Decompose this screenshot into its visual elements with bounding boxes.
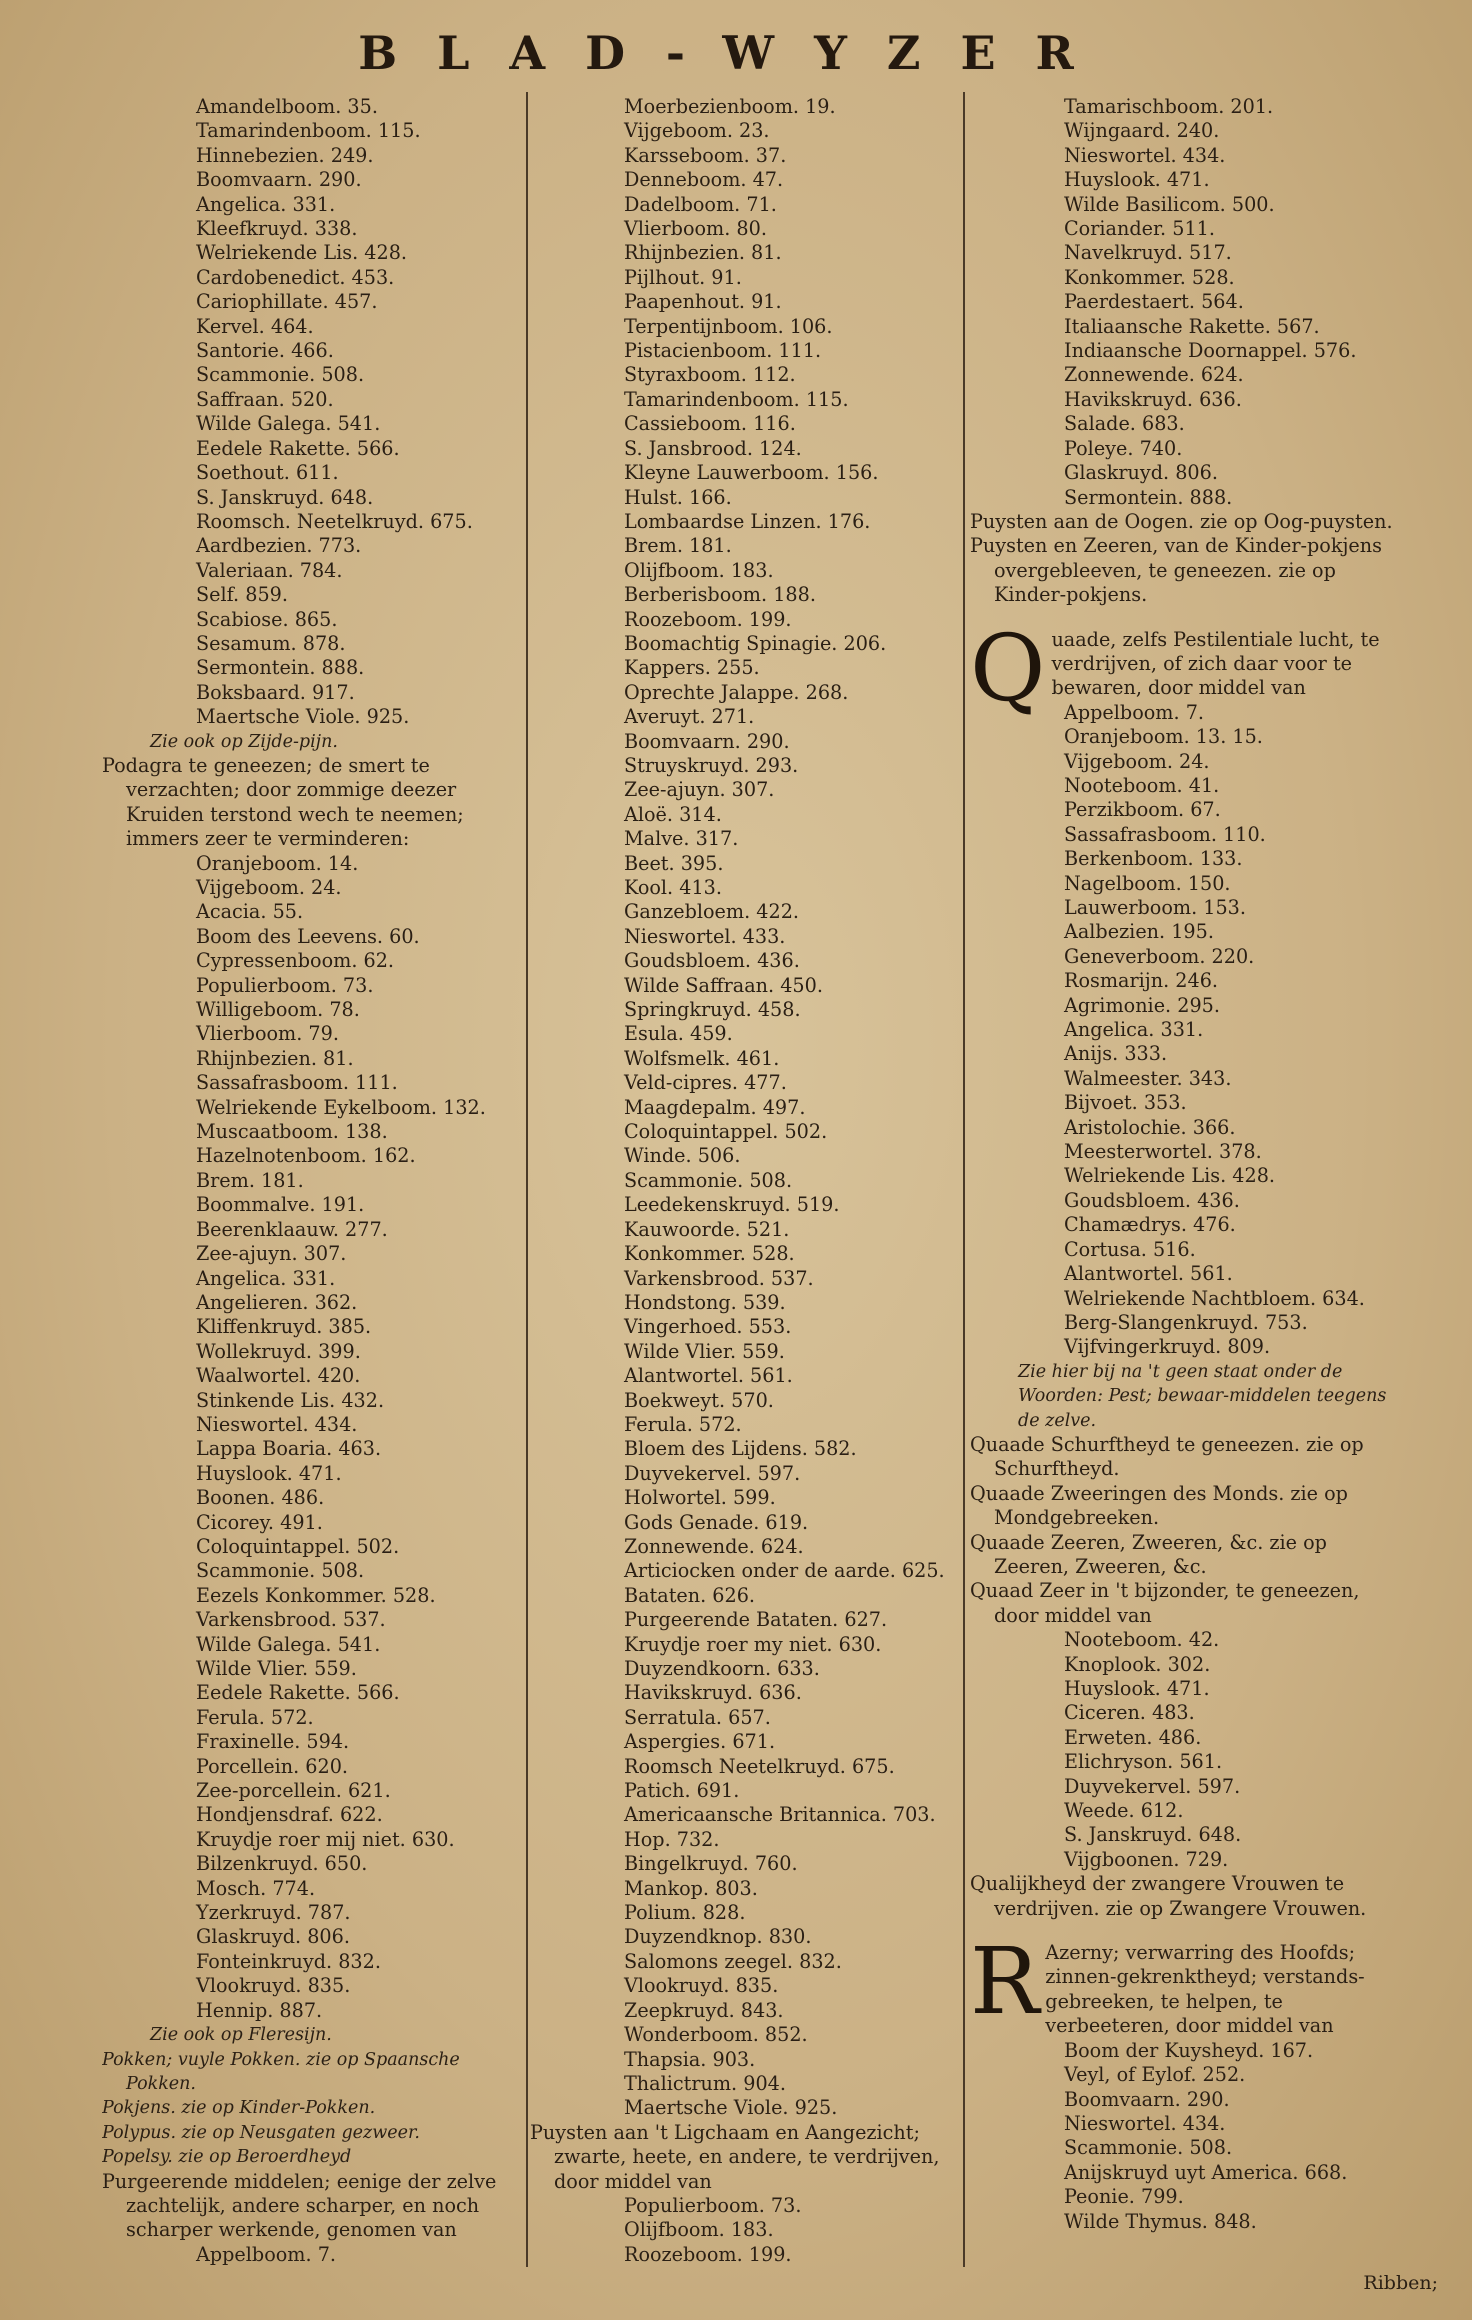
entry-item: Denneboom. 47. <box>624 168 784 192</box>
entry-item: Paerdestaert. 564. <box>1064 290 1244 314</box>
entry-item: Karsseboom. 37. <box>624 143 787 167</box>
entry-item: Scabiose. 865. <box>196 607 338 631</box>
entry-item: Welriekende Lis. 428. <box>1064 1164 1276 1188</box>
entry-item: Articiocken onder de aarde. 625. <box>624 1559 945 1583</box>
entry-item: Havikskruyd. 636. <box>624 1681 802 1705</box>
entry-item: Oranjeboom. 14. <box>196 851 359 875</box>
entry-item: Cypressenboom. 62. <box>196 949 395 973</box>
entry-item: Aristolochie. 366. <box>1064 1115 1236 1139</box>
entry-item: Wollekruyd. 399. <box>196 1339 361 1363</box>
entry-item: Italiaansche Rakette. 567. <box>1064 314 1320 338</box>
entry-item: Vlierboom. 79. <box>196 1022 339 1046</box>
index-entry-zweeringen: Quaade Zweeringen des Monds. zie op Mondgebreeken. <box>970 1481 1348 1530</box>
entry-item: Wolfsmelk. 461. <box>624 1046 780 1070</box>
index-entry-pokken: Pokken; vuyle Pokken. zie op Spaansche Pokken. <box>102 2049 460 2094</box>
index-entry-quaad-zeer: Quaad Zeer in 't bijzonder, te geneezen, door middel van <box>970 1579 1360 1627</box>
entry-item: Coloquintappel. 502. <box>624 1120 828 1144</box>
entry-item: Wilde Galega. 541. <box>196 1632 381 1656</box>
entry-item: Styraxboom. 112. <box>624 363 796 387</box>
drop-cap: R <box>970 1928 1040 2036</box>
entry-item: Angelieren. 362. <box>196 1290 358 1314</box>
entry-item: Roomsch Neetelkruyd. 675. <box>624 1754 895 1778</box>
entry-item: Tamarischboom. 201. <box>1064 95 1274 118</box>
entry-item: Zeepkruyd. 843. <box>624 1998 784 2022</box>
entry-item: Boksbaard. 917. <box>196 680 355 704</box>
entry-item: Hondstong. 539. <box>624 1290 786 1314</box>
entry-item: Roomsch. Neetelkruyd. 675. <box>196 509 473 533</box>
entry-item: Kervel. 464. <box>196 314 314 338</box>
entry-item: Sassafrasboom. 110. <box>1064 822 1266 846</box>
entry-item: Malve. 317. <box>624 827 739 851</box>
entry-item: Bloem des Lijdens. 582. <box>624 1437 857 1461</box>
entry-item: Konkommer. 528. <box>1064 265 1235 289</box>
entry-item: Wonderboom. 852. <box>624 2023 808 2047</box>
entry-item: Self. 859. <box>196 583 288 607</box>
index-entry-puysten-zeeren: Puysten en Zeeren, van de Kinder-pokjens overgebleeven, te geneezen. zie op Kinder-pokjens. <box>970 534 1382 607</box>
entry-item: Saffraan. 520. <box>196 387 334 411</box>
entry-item: Hondjensdraf. 622. <box>196 1803 383 1827</box>
entry-item: Hulst. 166. <box>624 485 732 509</box>
entry-item: Beet. 395. <box>624 851 724 875</box>
entry-item: Zonnewende. 624. <box>1064 363 1244 387</box>
entry-item: Scammonie. 508. <box>1064 2136 1233 2160</box>
entry-item: Boom der Kuysheyd. 167. <box>1064 2038 1314 2062</box>
entry-item: Struyskruyd. 293. <box>624 753 799 777</box>
entry-item: Erweten. 486. <box>1064 1725 1202 1749</box>
entry-item: Boomachtig Spinagie. 206. <box>624 631 887 655</box>
entry-item: Bilzenkruyd. 650. <box>196 1852 368 1876</box>
entry-item: Angelica. 331. <box>1064 1018 1204 1042</box>
entry-item: Vijfvingerkruyd. 809. <box>1064 1335 1271 1359</box>
entry-item: Sesamum. 878. <box>196 631 346 655</box>
entry-item: Agrimonie. 295. <box>1064 993 1220 1017</box>
entry-item: Beerenklaauw. 277. <box>196 1217 388 1241</box>
entry-item: Boonen. 486. <box>196 1486 325 1510</box>
entry-item: Goudsbloem. 436. <box>624 949 800 973</box>
entry-item: Averuyt. 271. <box>624 705 755 729</box>
index-entry-qualijkheyd: Qualijkheyd der zwangere Vrouwen te verdrijven. zie op Zwangere Vrouwen. <box>970 1872 1367 1920</box>
entry-item: Poleye. 740. <box>1064 436 1183 460</box>
entry-item: Lauwerboom. 153. <box>1064 896 1246 919</box>
entry-item: Moerbezienboom. 19. <box>624 95 836 118</box>
entry-item: Vijgeboom. 23. <box>624 119 770 143</box>
index-entry-purgeerende: Purgeerende middelen; eenige der zelve zachtelijk, andere scharper, en noch scharper werkende, genomen van <box>102 2169 497 2242</box>
entry-item: Cicorey. 491. <box>196 1510 323 1534</box>
entry-item: Populierboom. 73. <box>624 2193 802 2217</box>
entry-item: Anijskruyd uyt America. 668. <box>1064 2160 1348 2184</box>
entry-item: Nagelboom. 150. <box>1064 871 1231 895</box>
index-entry-puysten-oogen: Puysten aan de Oogen. zie op Oog-puysten. <box>970 509 1393 533</box>
entry-item: Americaansche Britannica. 703. <box>624 1803 936 1827</box>
index-entry-pokjens: Pokjens. zie op Kinder-Pokken. <box>102 2098 376 2119</box>
entry-item: Aardbezien. 773. <box>196 534 362 558</box>
entry-item: Anijs. 333. <box>1064 1042 1168 1066</box>
entry-item: Vingerhoed. 553. <box>624 1315 792 1339</box>
entry-text: Azerny; verwarring des Hoofds; zinnen-gekrenktheyd; verstands-gebreeken, te helpen, te verbeeteren, door middel van <box>1045 1941 1365 2038</box>
entry-item: Brem. 181. <box>196 1168 304 1192</box>
entry-item: Wijngaard. 240. <box>1064 119 1220 143</box>
entry-item: Hop. 732. <box>624 1827 720 1851</box>
entry-item: Perzikboom. 67. <box>1064 798 1221 822</box>
entry-item: Roozeboom. 199. <box>624 607 792 631</box>
entry-item: Weede. 612. <box>1064 1799 1184 1823</box>
entry-item: Vlierboom. 80. <box>624 217 767 241</box>
entry-item: Alantwortel. 561. <box>1064 1262 1233 1286</box>
entry-item: Knoplook. 302. <box>1064 1652 1211 1676</box>
entry-item: Ganzebloem. 422. <box>624 900 800 924</box>
entry-item: Meesterwortel. 378. <box>1064 1140 1262 1164</box>
entry-item: Santorie. 466. <box>196 339 334 363</box>
index-column-3 <box>970 95 1400 2234</box>
entry-item: Huyslook. 471. <box>1064 1677 1210 1700</box>
entry-item: Kruydje roer my niet. 630. <box>624 1632 882 1656</box>
entry-item: Hazelnotenboom. 162. <box>196 1144 416 1168</box>
entry-item: Fraxinelle. 594. <box>196 1730 350 1754</box>
entry-item: S. Janskruyd. 648. <box>196 485 374 509</box>
entry-item: Boomvaarn. 290. <box>196 168 362 192</box>
entry-list <box>530 2194 962 2267</box>
entry-item: Amandelboom. 35. <box>196 95 378 118</box>
entry-item: Salomons zeegel. 832. <box>624 1949 842 1973</box>
entry-item: Huyslook. 471. <box>196 1461 342 1485</box>
entry-item: Springkruyd. 458. <box>624 998 801 1022</box>
entry-item: Boekweyt. 570. <box>624 1388 774 1412</box>
entry-item: Scammonie. 508. <box>624 1168 793 1192</box>
entry-item: Welriekende Nachtbloem. 634. <box>1064 1286 1365 1310</box>
entry-item: Populierboom. 73. <box>196 973 374 997</box>
entry-item: Cardobenedict. 453. <box>196 265 395 289</box>
entry-item: Ciceren. 483. <box>1064 1701 1195 1725</box>
entry-item: Zee-porcellein. 621. <box>196 1779 391 1803</box>
entry-item: Rosmarijn. 246. <box>1064 969 1219 993</box>
entry-item: Kleyne Lauwerboom. 156. <box>624 461 879 485</box>
entry-item: Brem. 181. <box>624 534 732 558</box>
entry-item: Pijlhout. 91. <box>624 265 742 289</box>
cross-reference: Zie hier bij na 't geen staat onder de Woorden: Pest; bewaar-middelen teegens de zelve. <box>1018 1361 1387 1431</box>
index-entry-schurft: Quaade Schurftheyd te geneezen. zie op Schurftheyd. <box>970 1432 1364 1481</box>
entry-item: Paapenhout. 91. <box>624 290 782 314</box>
entry-item: Acacia. 55. <box>196 900 304 924</box>
entry-item: Patich. 691. <box>624 1779 740 1803</box>
entry-item: Cassieboom. 116. <box>624 412 796 436</box>
entry-item: Wilde Basilicom. 500. <box>1064 192 1275 216</box>
entry-item: Welriekende Eykelboom. 132. <box>196 1095 486 1119</box>
entry-item: Holwortel. 599. <box>624 1486 776 1510</box>
entry-item: Sassafrasboom. 111. <box>196 1071 398 1095</box>
entry-list <box>970 701 1400 1360</box>
entry-item: Vijgboonen. 729. <box>1064 1847 1229 1871</box>
entry-item: Coriander. 511. <box>1064 217 1215 241</box>
entry-item: Salade. 683. <box>1064 412 1185 436</box>
entry-item: Tamarindenboom. 115. <box>196 119 421 143</box>
entry-item: Boommalve. 191. <box>196 1193 365 1217</box>
entry-item: Dadelboom. 71. <box>624 192 777 216</box>
entry-item: Angelica. 331. <box>196 192 336 216</box>
entry-item: Olijfboom. 183. <box>624 2218 774 2242</box>
entry-item: Pistacienboom. 111. <box>624 339 822 363</box>
entry-item: Soethout. 611. <box>196 461 339 485</box>
entry-item: Fonteinkruyd. 832. <box>196 1949 381 1973</box>
entry-item: Wilde Galega. 541. <box>196 412 381 436</box>
entry-item: Nooteboom. 41. <box>1064 773 1220 797</box>
index-entry-puysten: Puysten aan 't Ligchaam en Aangezicht; zwarte, heete, en andere, te verdrijven, door middel van <box>530 2120 940 2193</box>
entry-item: Zee-ajuyn. 307. <box>624 778 775 802</box>
entry-item: Boomvaarn. 290. <box>1064 2087 1230 2111</box>
entry-item: Vijgeboom. 24. <box>196 876 342 899</box>
entry-item: Sermontein. 888. <box>1064 485 1233 509</box>
entry-item: Angelica. 331. <box>196 1266 336 1290</box>
entry-item: Wilde Thymus. 848. <box>1064 2209 1257 2233</box>
entry-item: Boomvaarn. 290. <box>624 729 790 753</box>
entry-item: Cortusa. 516. <box>1064 1237 1196 1261</box>
entry-item: Glaskruyd. 806. <box>196 1925 350 1949</box>
entry-item: Scammonie. 508. <box>196 1559 365 1583</box>
entry-item: Duyzendknop. 830. <box>624 1925 812 1949</box>
entry-item: Goudsbloem. 436. <box>1064 1188 1240 1212</box>
entry-item: Rhijnbezien. 81. <box>624 241 782 265</box>
entry-item: Duyvekervel. 597. <box>1064 1774 1241 1798</box>
entry-item: Kappers. 255. <box>624 656 760 680</box>
entry-item: Nieswortel. 434. <box>196 1412 358 1436</box>
entry-item: Mosch. 774. <box>196 1876 316 1900</box>
entry-item: Hinnebezien. 249. <box>196 143 374 167</box>
entry-list <box>970 2039 1400 2234</box>
entry-item: Vlookruyd. 835. <box>196 1974 351 1998</box>
entry-item: Zee-ajuyn. 307. <box>196 1242 347 1266</box>
entry-item: Roozeboom. 199. <box>624 2242 792 2266</box>
entry-item: Aspergies. 671. <box>624 1730 776 1754</box>
entry-item: Tamarindenboom. 115. <box>624 387 849 411</box>
entry-item: Coloquintappel. 502. <box>196 1534 400 1558</box>
entry-item: S. Janskruyd. 648. <box>1064 1823 1242 1847</box>
index-column-1 <box>102 95 522 2267</box>
entry-item: Wilde Saffraan. 450. <box>624 973 823 997</box>
entry-item: Kliffenkruyd. 385. <box>196 1315 372 1339</box>
entry-item: Eedele Rakette. 566. <box>196 436 400 460</box>
entry-item: Vlookruyd. 835. <box>624 1974 779 1998</box>
entry-item: Vijgeboom. 24. <box>1064 749 1210 773</box>
entry-item: Cariophillate. 457. <box>196 290 378 314</box>
index-entry-razerny <box>970 1928 1400 2039</box>
column-rule-left <box>526 92 528 2267</box>
index-entry-zeeren: Quaade Zeeren, Zweeren, &c. zie op Zeeren, Zweeren, &c. <box>970 1530 1327 1578</box>
entry-item: Alantwortel. 561. <box>624 1364 793 1388</box>
entry-item: Appelboom. 7. <box>1064 700 1204 724</box>
entry-item: Konkommer. 528. <box>624 1242 795 1266</box>
entry-item: Bataten. 626. <box>624 1583 756 1607</box>
entry-item: Nieswortel. 434. <box>1064 2111 1226 2135</box>
entry-item: Welriekende Lis. 428. <box>196 241 408 265</box>
entry-item: Kauwoorde. 521. <box>624 1217 790 1241</box>
entry-item: Bijvoet. 353. <box>1064 1091 1187 1115</box>
entry-item: Nooteboom. 42. <box>1064 1628 1220 1652</box>
entry-item: Polium. 828. <box>624 1901 746 1925</box>
cross-reference: Zie ook op Zijde-pijn. <box>150 731 338 752</box>
entry-item: Oprechte Jalappe. 268. <box>624 680 849 704</box>
entry-item: Sermontein. 888. <box>196 656 365 680</box>
entry-item: Varkensbrood. 537. <box>624 1266 814 1290</box>
drop-cap: Q <box>970 614 1046 722</box>
entry-item: Kool. 413. <box>624 876 722 899</box>
entry-item: Indiaansche Doornappel. 576. <box>1064 339 1357 363</box>
entry-item: Peonie. 799. <box>1064 2185 1184 2209</box>
entry-item: Porcellein. 620. <box>196 1754 349 1778</box>
entry-item: Oranjeboom. 13. 15. <box>1064 725 1263 749</box>
entry-item: Serratula. 657. <box>624 1705 771 1729</box>
catchword: Ribben; <box>1363 2272 1438 2294</box>
entry-item: Maertsche Viole. 925. <box>196 705 410 729</box>
index-entry-popelsy: Popelsy. zie op Beroerdheyd <box>102 2147 352 2168</box>
entry-list <box>102 852 522 2024</box>
entry-item: Wilde Vlier. 559. <box>624 1339 785 1363</box>
index-entry-polypus: Polypus. zie op Neusgaten gezweer. <box>102 2122 420 2143</box>
entry-list <box>530 95 962 2121</box>
entry-item: Glaskruyd. 806. <box>1064 461 1218 485</box>
entry-item: Veld-cipres. 477. <box>624 1071 787 1095</box>
entry-item: Nieswortel. 434. <box>1064 143 1226 167</box>
entry-text: uaade, zelfs Pestilentiale lucht, te verdrijven, of zich daar voor te bewaren, door middel van <box>1051 627 1380 700</box>
entry-item: Olijfboom. 183. <box>624 558 774 582</box>
entry-item: Eedele Rakette. 566. <box>196 1681 400 1705</box>
entry-item: Chamædrys. 476. <box>1064 1213 1236 1237</box>
entry-item: Boom des Leevens. 60. <box>196 924 420 948</box>
entry-item: Lappa Boaria. 463. <box>196 1437 382 1461</box>
entry-item: Walmeester. 343. <box>1064 1066 1232 1090</box>
entry-item: Thalictrum. 904. <box>624 2071 786 2095</box>
entry-list <box>970 1628 1400 1872</box>
entry-item: Varkensbrood. 537. <box>196 1608 386 1632</box>
column-rule-right <box>963 92 965 2267</box>
entry-item: Winde. 506. <box>624 1144 741 1168</box>
entry-item: Rhijnbezien. 81. <box>196 1046 354 1070</box>
entry-item: Duyvekervel. 597. <box>624 1461 801 1485</box>
entry-item: Valeriaan. 784. <box>196 558 343 582</box>
entry-item: Scammonie. 508. <box>196 363 365 387</box>
entry-item: Terpentijnboom. 106. <box>624 314 833 338</box>
entry-item: Veyl, of Eylof. 252. <box>1064 2063 1246 2087</box>
entry-list <box>970 95 1400 510</box>
entry-item: Kruydje roer mij niet. 630. <box>196 1827 455 1851</box>
entry-item: Berkenboom. 133. <box>1064 847 1243 871</box>
entry-item: Duyzendkoorn. 633. <box>624 1657 820 1680</box>
entry-item: Yzerkruyd. 787. <box>196 1901 351 1925</box>
entry-item: Kleefkruyd. 338. <box>196 217 358 241</box>
entry-item: Muscaatboom. 138. <box>196 1120 388 1144</box>
entry-item: S. Jansbrood. 124. <box>624 436 802 460</box>
entry-item: Thapsia. 903. <box>624 2047 756 2071</box>
page-title: BLAD-WYZER <box>358 26 1114 80</box>
entry-item: Willigeboom. 78. <box>196 998 360 1022</box>
entry-item: Aloë. 314. <box>624 802 722 826</box>
entry-item: Geneverboom. 220. <box>1064 944 1255 968</box>
entry-item: Esula. 459. <box>624 1022 733 1046</box>
entry-item: Stinkende Lis. 432. <box>196 1388 385 1412</box>
entry-item: Huyslook. 471. <box>1064 168 1210 192</box>
index-entry-podagra: Podagra te geneezen; de smert te verzachten; door zommige deezer Kruiden terstond wech te neemen; immers zeer te verminderen: <box>102 753 464 851</box>
entry-list <box>102 95 522 730</box>
entry-item: Purgeerende Bataten. 627. <box>624 1608 888 1632</box>
entry-item: Waalwortel. 420. <box>196 1364 361 1388</box>
entry-item: Elichryson. 561. <box>1064 1750 1223 1774</box>
cross-reference: Zie ook op Fleresijn. <box>150 2025 332 2046</box>
entry-item: Ferula. 572. <box>196 1705 314 1729</box>
entry-item: Wilde Vlier. 559. <box>196 1657 357 1680</box>
index-column-2 <box>530 95 962 2267</box>
entry-item: Navelkruyd. 517. <box>1064 241 1232 265</box>
entry-item: Leedekenskruyd. 519. <box>624 1193 840 1217</box>
entry-item: Nieswortel. 433. <box>624 924 786 948</box>
entry-item: Zonnewende. 624. <box>624 1534 804 1558</box>
entry-item: Aalbezien. 195. <box>1064 920 1214 944</box>
entry-item: Berg-Slangenkruyd. 753. <box>1064 1310 1308 1334</box>
entry-item: Maagdepalm. 497. <box>624 1095 806 1119</box>
entry-item: Havikskruyd. 636. <box>1064 387 1242 411</box>
entry-item: Appelboom. 7. <box>196 2242 336 2266</box>
entry-item: Hennip. 887. <box>196 1998 323 2022</box>
entry-item: Bingelkruyd. 760. <box>624 1852 798 1876</box>
entry-item: Maertsche Viole. 925. <box>624 2096 838 2120</box>
entry-item: Ferula. 572. <box>624 1412 742 1436</box>
entry-item: Mankop. 803. <box>624 1876 758 1900</box>
entry-item: Berberisboom. 188. <box>624 583 816 607</box>
entry-item: Eezels Konkommer. 528. <box>196 1583 436 1607</box>
entry-item: Lombaardse Linzen. 176. <box>624 509 871 533</box>
entry-item: Gods Genade. 619. <box>624 1510 809 1534</box>
